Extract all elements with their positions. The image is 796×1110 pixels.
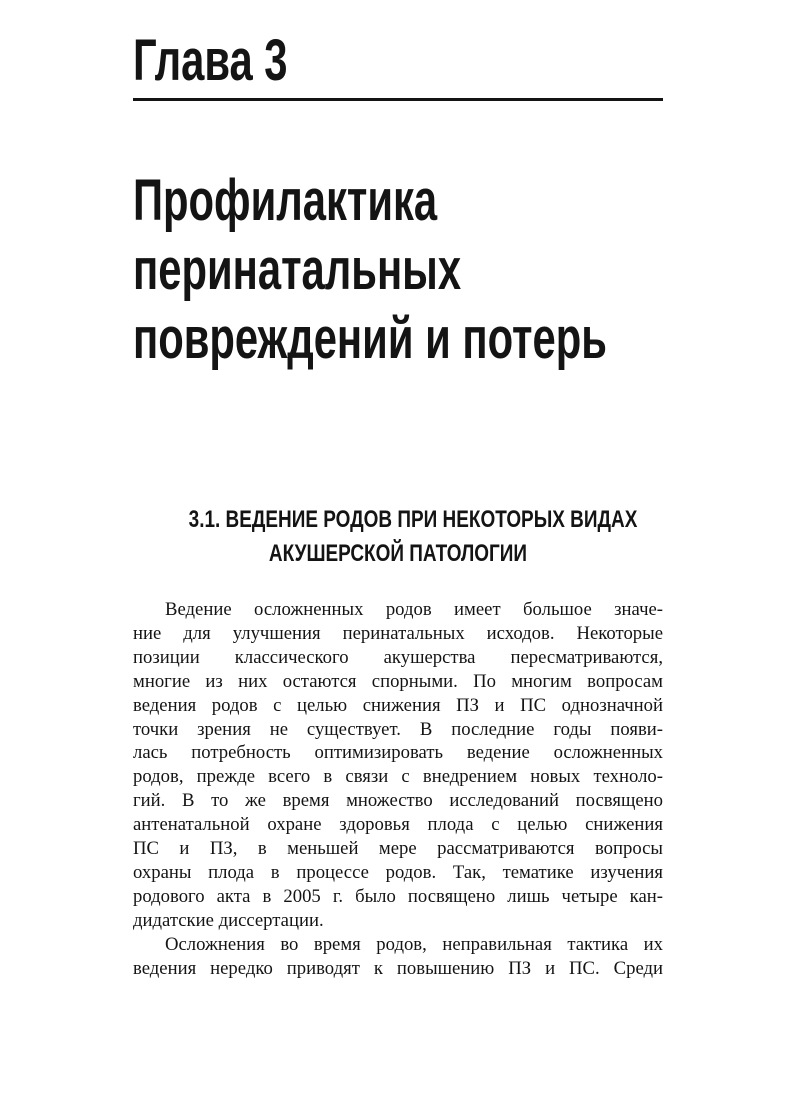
paragraph-line: родового акта в 2005 г. было посвящено лишь четыре кан- [133,885,663,907]
paragraph-line: позиции классического акушерства пересматриваются, [133,646,663,668]
paragraph-line: Ведение осложненных родов имеет большое значе- [165,599,663,620]
paragraph-line: дидатские диссертации. [133,909,324,931]
chapter-title [133,166,607,373]
chapter-title-line: повреждений и потерь [133,306,607,371]
paragraph-line: многие из них остаются спорными. По многим вопросам [133,670,663,692]
paragraph-line: антенатальной охране здоровья плода с целью снижения [133,814,663,836]
section-heading-line: АКУШЕРСКОЙ ПАТОЛОГИИ [268,540,528,567]
chapter-label: Глава 3 [133,28,288,93]
section-heading [133,503,663,571]
body-text [133,598,663,981]
paragraph-line: точки зрения не существует. В последние годы появи- [133,718,663,740]
paragraph-line: родов, прежде всего в связи с внедрением новых техноло- [133,766,663,788]
paragraph-line: ПС и ПЗ, в меньшей мере рассматриваются вопросы [133,838,663,860]
paragraph-line: гий. В то же время множество исследований посвящено [133,790,663,812]
paragraph-line: охраны плода в процессе родов. Так, тематике изучения [133,861,663,883]
paragraph-line: Осложнения во время родов, неправильная тактика их [165,933,663,955]
chapter-title-line: перинатальных [133,237,462,302]
paragraph-line: ведения нередко приводят к повышению ПЗ и ПС. Среди [133,957,663,979]
section-heading-line: 3.1. ВЕДЕНИЕ РОДОВ ПРИ НЕКОТОРЫХ ВИДАХ [188,506,638,533]
chapter-divider [133,98,663,101]
paragraph-line: ведения родов с целью снижения ПЗ и ПС однозначной [133,694,663,716]
chapter-title-line: Профилактика [133,168,438,233]
paragraph-line: ние для улучшения перинатальных исходов. Некоторые [133,622,663,644]
paragraph-line: лась потребность оптимизировать ведение осложненных [133,742,663,764]
